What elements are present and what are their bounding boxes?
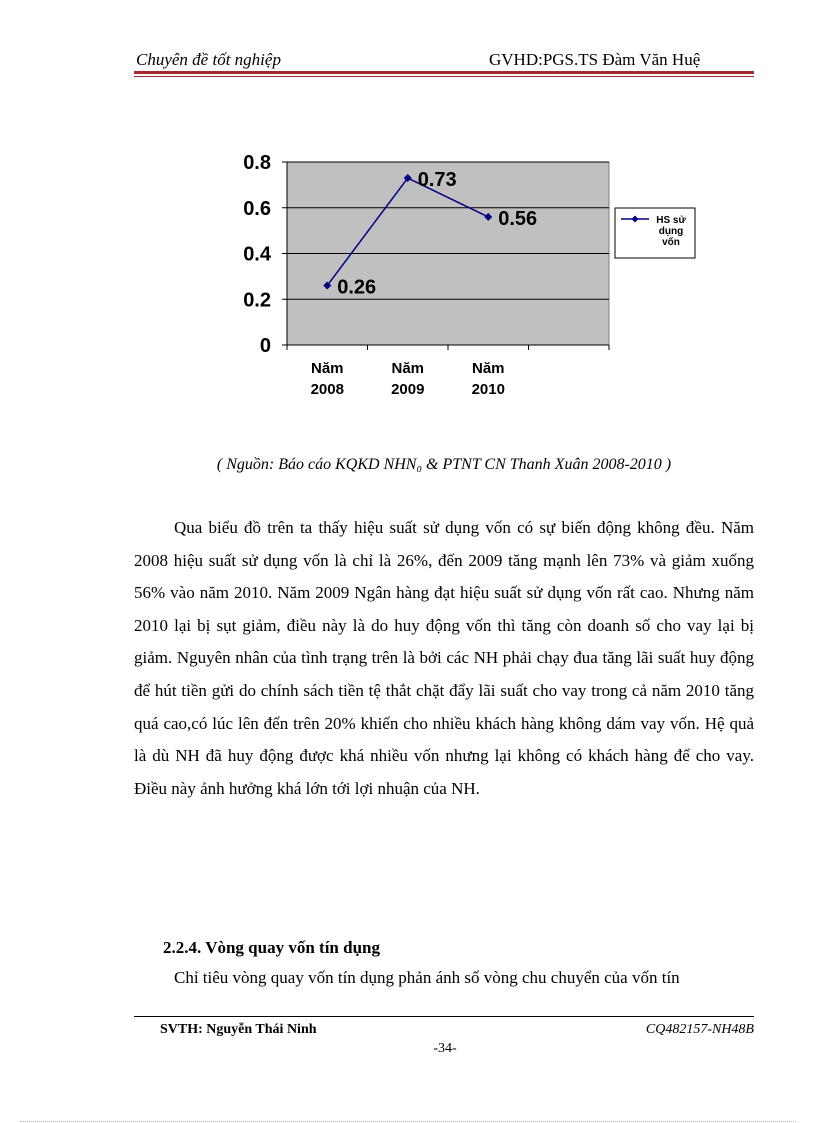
- y-tick-label: 0.8: [243, 152, 271, 174]
- x-tick-label: 2009: [391, 381, 425, 398]
- footer-student: SVTH: Nguyễn Thái Ninh: [160, 1022, 317, 1037]
- footer-rule: [134, 1016, 754, 1017]
- header-left-title: Chuyên đề tốt nghiệp: [136, 50, 281, 69]
- section-heading: 2.2.4. Vòng quay vốn tín dụng: [163, 938, 380, 957]
- source-note: ( Nguồn: Báo cáo KQKD NHN₀ & PTNT CN Thanh Xuân 2008-2010 ): [216, 456, 672, 473]
- x-tick-label: 2010: [471, 381, 505, 398]
- header-rule-thin: [134, 76, 754, 77]
- y-tick-label: 0.6: [243, 197, 271, 220]
- data-label: 0.56: [498, 207, 538, 230]
- line-chart: [200, 140, 720, 410]
- footer-class-code: CQ482157-NH48B: [645, 1022, 754, 1037]
- data-label: 0.26: [337, 276, 377, 299]
- x-tick-label: Năm: [310, 360, 344, 377]
- analysis-paragraph: Qua biểu đồ trên ta thấy hiệu suất sử dụng vốn có sự biến động không đều. Năm 2008 hiệu suất sử dụng vốn là chỉ là 26%, đến 2009 tăng mạnh lên 73% và giảm xuống 56% vào năm 2010. Năm 2009 Ngân hàng đạt hiệu suất sử dụng vốn rất cao. Nhưng năm 2010 lại bị sụt giảm, điều này là do huy động vốn thì tăng còn doanh số cho vay lại bị giảm. Nguyên nhân của tình trạng trên là bởi các NH phải chạy đua tăng lãi suất huy động để hút tiền gửi do chính sách tiền tệ thắt chặt đẩy lãi suất cho vay trong cả năm 2010 tăng quá cao,có lúc lên đến trên 20% khiến cho nhiều khách hàng không dám vay vốn. Hệ quả là dù NH đã huy động được khá nhiều vốn nhưng lại không có khách hàng để cho vay. Điều này ảnh hưởng khá lớn tới lợi nhuận của NH.: [134, 518, 754, 798]
- x-tick-label: Năm: [471, 360, 505, 377]
- x-tick-label: 2008: [310, 381, 344, 398]
- legend-label: HS sử: [656, 215, 686, 226]
- y-tick-label: 0.2: [243, 289, 271, 312]
- y-tick-label: 0.4: [243, 243, 271, 266]
- data-label: 0.73: [417, 169, 457, 192]
- legend-label: vốn: [662, 237, 680, 248]
- header-rule-thick: [134, 71, 754, 74]
- page-number: -34-: [433, 1041, 457, 1056]
- header-right-advisor: GVHD:PGS.TS Đàm Văn Huệ: [489, 50, 701, 69]
- page-edge-dotted: [20, 1121, 796, 1122]
- x-tick-label: Năm: [391, 360, 425, 377]
- y-tick-label: 0: [259, 335, 271, 357]
- section-first-line: Chỉ tiêu vòng quay vốn tín dụng phản ánh số vòng chu chuyển của vốn tín: [174, 968, 680, 987]
- legend-label: dụng: [658, 226, 684, 237]
